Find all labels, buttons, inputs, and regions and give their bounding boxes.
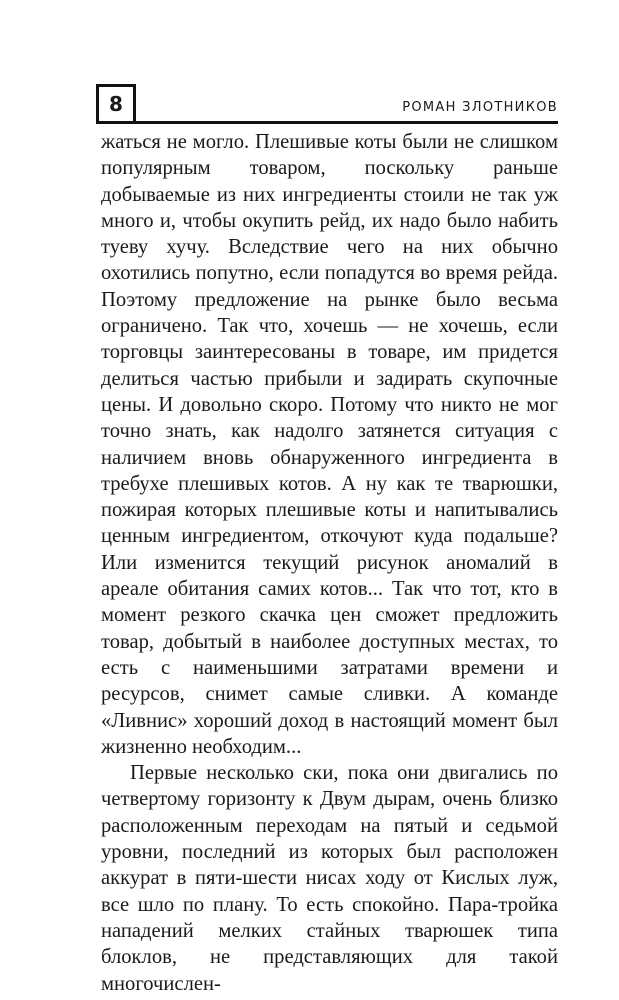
page-number: 8 [96, 84, 136, 124]
header-rule [96, 121, 558, 124]
running-head-author: РОМАН ЗЛОТНИКОВ [402, 100, 558, 115]
paragraph-2: Первые несколько ски, пока они двигались по четвертому горизонту к Двум дырам, очень близко расположенным переходам на пятый и седьмой уровни, последний из которых был расположен аккурат в пяти-шести нисах ходу от Кислых луж, все шло по плану. То есть спокойно. Пара-тройка нападений мелких стайных тварюшек типа блоклов, не представляющих для такой многочислен- [101, 762, 558, 995]
paragraph-1: жаться не могло. Плешивые коты были не слишком популярным товаром, поскольку раньше добываемые из них ингредиенты стоили не так уж много и, чтобы окупить рейд, их надо было набить туеву хучу. Вследствие чего на них обычно охотились попутно, если попадутся во время рейда. Поэтому предложение на рынке было весьма ограничено. Так что, хочешь — не хочешь, если торговцы заинтересованы в товаре, им придется делиться частью прибыли и задирать скупочные цены. И довольно скоро. Потому что никто не мог точно знать, как надолго затянется ситуация с наличием вновь обнаруженного ингредиента в требухе плешивых котов. А ну как те тварюшки, пожирая которых плешивые коты и напитывались ценным ингредиентом, откочуют куда подальше? Или изменится текущий рисунок аномалий в ареале обитания самих котов... Так что тот, кто в момент резкого скачка цен сможет предложить товар, добытый в наиболее доступных местах, то есть с наименьшими затратами времени и ресурсов, снимет самые сливки. А команде «Ливнис» хороший доход в настоящий момент был жизненно необходим... [101, 131, 558, 758]
body-text [101, 129, 558, 997]
